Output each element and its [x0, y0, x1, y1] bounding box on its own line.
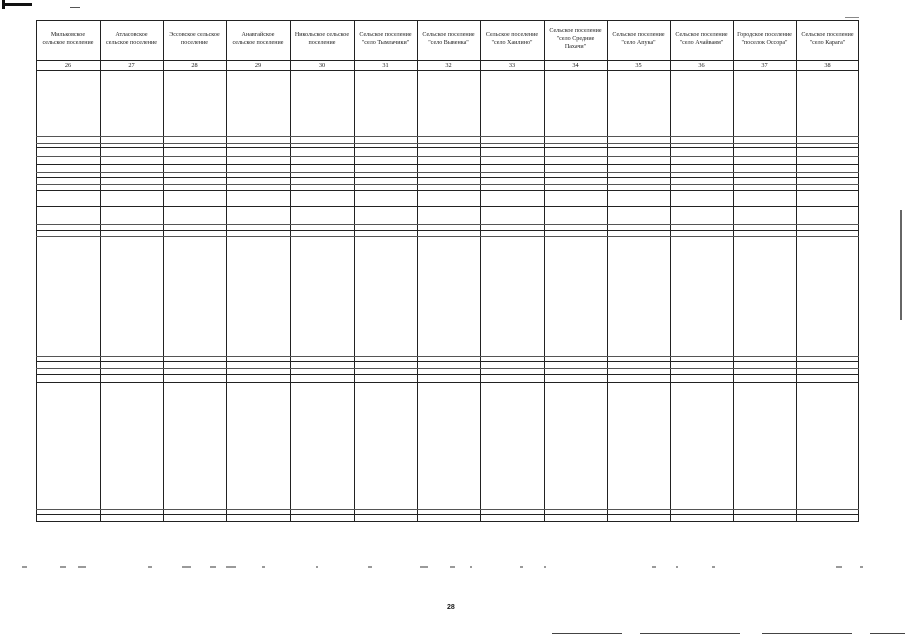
data-table: [36, 20, 859, 522]
table-column-divider: [226, 20, 227, 522]
column-header: Атласовское сельское поселение: [106, 32, 157, 46]
scan-artifact-lines: [552, 633, 905, 634]
table-column-divider: [733, 20, 734, 522]
scan-noise-dash: [226, 566, 236, 568]
table-row-divider: [36, 230, 859, 231]
column-header: Сельское поселение "село Средние Пахачи": [549, 28, 602, 50]
column-header: Сельское поселение "село Апука": [612, 32, 665, 46]
table-column-divider: [670, 20, 671, 522]
table-row-divider: [36, 177, 859, 178]
column-number: 29: [254, 61, 262, 69]
table-column-divider: [354, 20, 355, 522]
column-number: 33: [508, 61, 516, 69]
table-row-divider: [36, 164, 859, 165]
table-row-divider: [36, 368, 859, 369]
column-header: Сельское поселение "село Вывенка": [422, 32, 475, 46]
column-number: 37: [761, 61, 768, 69]
scan-artifact-mark: [2, 3, 32, 6]
table-row-divider: [36, 206, 859, 207]
page-number: 28: [447, 604, 455, 611]
scan-noise-dash: [182, 566, 191, 568]
scan-artifact-mark: [845, 17, 859, 18]
scan-noise-dash: [22, 566, 27, 568]
scan-noise-dash: [420, 566, 428, 568]
table-row-divider: [36, 156, 859, 157]
column-header: Анавгайское сельское поселение: [232, 32, 284, 46]
scan-noise-dash: [450, 566, 455, 568]
table-row-divider: [36, 374, 859, 375]
scan-noise-dash: [520, 566, 523, 568]
column-number: 38: [824, 61, 831, 69]
column-number: 28: [191, 61, 198, 69]
table-row-divider: [36, 356, 859, 357]
column-header: Мильковское сельское поселение: [42, 32, 94, 46]
table-column-divider: [480, 20, 481, 522]
table-row-divider: [36, 514, 859, 515]
scan-artifact-mark: [2, 0, 5, 9]
table-row-divider: [36, 382, 859, 383]
scan-noise-dash: [470, 566, 472, 568]
table-row-divider: [36, 190, 859, 191]
column-header: Сельское поселение "село Хаилино": [485, 32, 539, 46]
scan-noise-dash: [210, 566, 216, 568]
column-header: Сельское поселение "село Тымлачики": [359, 32, 412, 46]
scan-noise-dash: [652, 566, 656, 568]
scan-noise-dash: [368, 566, 372, 568]
scan-noise-dash: [712, 566, 715, 568]
column-header: Городское поселение "поселок Оссора": [737, 32, 792, 46]
table-row-divider: [36, 509, 859, 510]
table-row-divider: [36, 70, 859, 71]
column-number: 34: [572, 61, 579, 69]
table-row-divider: [36, 172, 859, 173]
column-number: 35: [635, 61, 642, 69]
scan-artifact-mark: [70, 7, 80, 8]
column-number: 26: [64, 61, 72, 69]
table-row-divider: [36, 236, 859, 237]
scan-noise-dash: [60, 566, 66, 568]
scan-noise-dash: [262, 566, 265, 568]
column-number: 36: [698, 61, 705, 69]
table-column-divider: [163, 20, 164, 522]
scan-noise-dash: [78, 566, 86, 568]
table-column-divider: [100, 20, 101, 522]
scan-edge-shadow: [900, 210, 902, 320]
table-row-divider: [36, 143, 859, 144]
table-column-divider: [607, 20, 608, 522]
column-number: 32: [445, 61, 452, 69]
scan-noise-dash: [860, 566, 863, 568]
scan-noise-dash: [148, 566, 152, 568]
table-row-divider: [36, 136, 859, 137]
table-column-divider: [796, 20, 797, 522]
column-number: 30: [318, 61, 326, 69]
column-header: Эссовское сельское поселение: [169, 32, 220, 46]
scan-noise-dash: [676, 566, 678, 568]
table-column-divider: [858, 20, 859, 522]
table-column-divider: [417, 20, 418, 522]
column-header: Никольское сельское поселение: [294, 32, 350, 46]
column-number: 31: [382, 61, 389, 69]
scan-noise-dash: [836, 566, 842, 568]
table-column-divider: [544, 20, 545, 522]
column-header: Сельское поселение "село Ачайваям": [675, 32, 728, 46]
column-header: Сельское поселение "село Карага": [801, 32, 854, 46]
table-column-divider: [36, 20, 37, 522]
scan-noise-dash: [316, 566, 318, 568]
table-row-divider: [36, 184, 859, 185]
table-row-divider: [36, 361, 859, 362]
scan-noise-dash: [544, 566, 546, 568]
table-row-divider: [36, 521, 859, 522]
table-column-divider: [290, 20, 291, 522]
column-number: 27: [128, 61, 135, 69]
table-row-divider: [36, 224, 859, 225]
table-row-divider: [36, 147, 859, 148]
